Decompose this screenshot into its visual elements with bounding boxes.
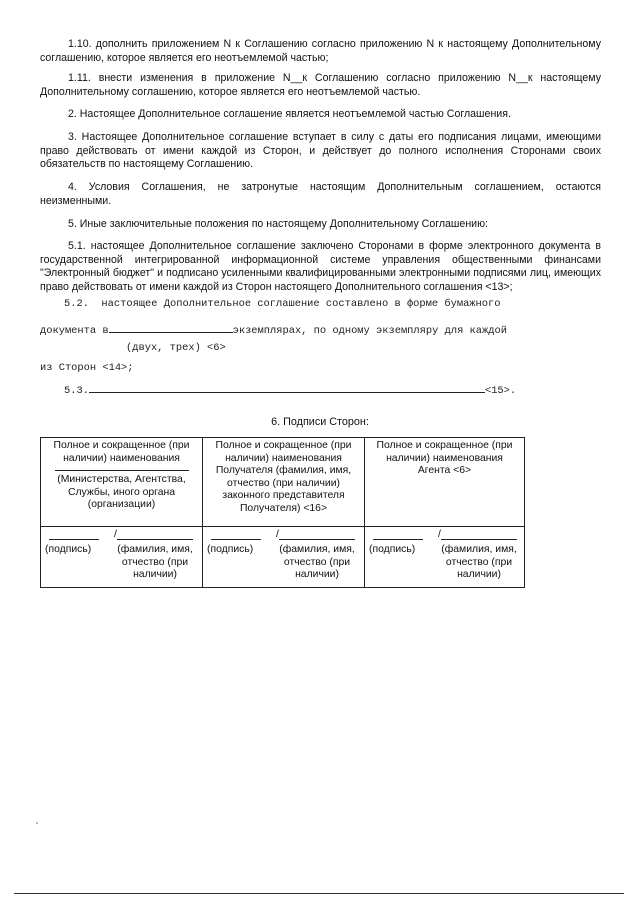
signature-line bbox=[211, 539, 261, 540]
name-label: (фамилия, имя, отчество (при наличии) bbox=[279, 544, 355, 580]
clause-5-2-prefix: документа в bbox=[40, 325, 109, 337]
paragraph-1-11: 1.11. внести изменения в приложение N__к Соглашению согласно приложению N__к настоящему Дополнительному соглашению, которое является его неотъемлемой частью. bbox=[40, 72, 601, 98]
sign-label: (подпись) bbox=[207, 544, 254, 555]
ministry-name-line bbox=[55, 468, 189, 471]
clause-5-2-line-1: 5.2. настоящее Дополнительное соглашение составлено в форме бумажного bbox=[64, 298, 501, 310]
signature-cell-ministry bbox=[41, 438, 203, 527]
signature-line bbox=[49, 539, 99, 540]
signature-cell-recipient bbox=[203, 438, 365, 527]
name-line bbox=[279, 539, 355, 540]
recipient-header: Полное и сокращенное (при наличии) наименования Получателя (фамилия, имя, отчество (при наличии) законного представителя Получателя) <16> bbox=[215, 440, 352, 514]
ministry-note: (Министерства, Агентства, Службы, иного органа (организации) bbox=[57, 474, 186, 510]
clause-5-2-line-2 bbox=[40, 322, 507, 337]
paragraph-2: 2. Настоящее Дополнительное соглашение является неотъемлемой частью Соглашения. bbox=[68, 108, 511, 120]
clause-5-2-hint: (двух, трех) <6> bbox=[126, 342, 226, 354]
clause-5-3-blank bbox=[89, 382, 485, 393]
signatures-sign-row bbox=[41, 527, 525, 588]
paragraph-5-1: 5.1. настоящее Дополнительное соглашение заключено Сторонами в форме электронного документа в государственной интегрированной информационной системе управления общественными финансами "Электронный бюджет" и подписано усиленными квалифицированными электронными подписями лиц, имеющих право действовать от имени каждой из Сторон настоящего Дополнительного соглашения <13>; bbox=[40, 240, 601, 293]
paragraph-4: 4. Условия Соглашения, не затронутые настоящим Дополнительным соглашением, остаются неизменными. bbox=[40, 181, 601, 207]
scan-speck bbox=[36, 822, 38, 824]
paragraph-5: 5. Иные заключительные положения по настоящему Дополнительному Соглашению: bbox=[68, 218, 488, 230]
slash: / bbox=[114, 529, 117, 540]
signatures-header-row bbox=[41, 438, 525, 527]
sign-cell-3 bbox=[365, 527, 525, 588]
sign-label: (подпись) bbox=[45, 544, 92, 555]
sign-label: (подпись) bbox=[369, 544, 416, 555]
agent-header: Полное и сокращенное (при наличии) наименования Агента <6> bbox=[376, 440, 513, 476]
signature-cell-agent bbox=[365, 438, 525, 527]
clause-5-3-number: 5.3. bbox=[64, 385, 89, 397]
slash: / bbox=[276, 529, 279, 540]
name-label: (фамилия, имя, отчество (при наличии) bbox=[117, 544, 193, 580]
signatures-title: 6. Подписи Сторон: bbox=[271, 416, 369, 428]
name-line bbox=[117, 539, 193, 540]
sign-cell-1 bbox=[41, 527, 203, 588]
signature-line bbox=[373, 539, 423, 540]
clause-5-3-line bbox=[64, 382, 516, 397]
signatures-table bbox=[40, 437, 525, 588]
name-label: (фамилия, имя, отчество (при наличии) bbox=[441, 544, 517, 580]
ministry-header: Полное и сокращенное (при наличии) наименования bbox=[53, 440, 190, 464]
slash: / bbox=[438, 529, 441, 540]
name-line bbox=[441, 539, 517, 540]
clause-5-2-suffix: экземплярах, по одному экземпляру для каждой bbox=[232, 325, 507, 337]
clause-5-2-line-4: из Сторон <14>; bbox=[40, 362, 134, 374]
copies-count-blank bbox=[109, 322, 233, 333]
sign-cell-2 bbox=[203, 527, 365, 588]
clause-5-3-ref: <15>. bbox=[484, 385, 517, 397]
paragraph-1-10: 1.10. дополнить приложением N к Соглашению согласно приложению N к настоящему Дополнительному соглашению, которое является его неотъемлемой частью; bbox=[40, 38, 601, 64]
page-bottom-rule bbox=[14, 893, 624, 894]
paragraph-3: 3. Настоящее Дополнительное соглашение вступает в силу с даты его подписания лицами, имеющими право действовать от имени каждой из Сторон, и действует до полного исполнения Сторонами своих обязательств по настоящему Соглашению. bbox=[40, 131, 601, 170]
